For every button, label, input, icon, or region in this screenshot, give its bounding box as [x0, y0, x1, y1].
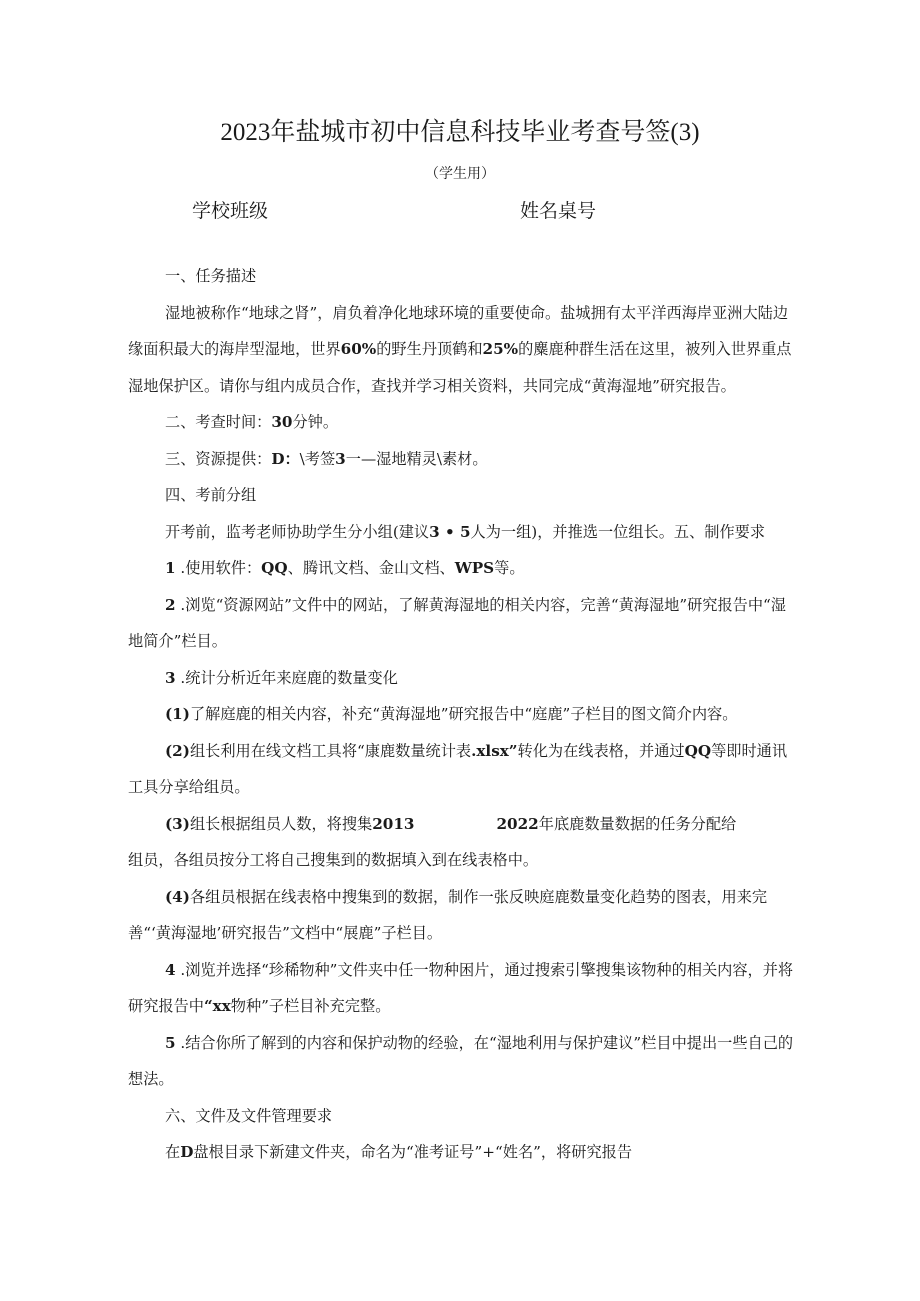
list-item [128, 1025, 800, 1098]
item-number: 3 [165, 668, 176, 687]
software-name: QQ [684, 741, 712, 760]
file-extension: .xlsx” [471, 741, 518, 760]
sub-item-number: (2) [165, 741, 190, 760]
section-heading: 一、任务描述 [165, 267, 257, 285]
sub-item-number: (3) [165, 814, 190, 833]
minutes-value: 30 [271, 413, 293, 431]
text: 物种”子栏目补充完整。 [230, 997, 391, 1015]
text: 人为一组)，并推选一位组长。五、制作要求 [470, 522, 766, 541]
text: 二、考查时间： [165, 413, 272, 431]
school-class-label: 学校班级 [192, 200, 269, 222]
section-heading: 六、文件及文件管理要求 [165, 1106, 333, 1125]
item-number: 5 [165, 1033, 176, 1052]
sub-item-number: (4) [165, 887, 190, 906]
text: 在 [165, 1143, 181, 1161]
item-number: 2 [165, 595, 176, 614]
text: 分钟。 [292, 413, 339, 431]
list-item [128, 660, 800, 697]
text: 等即时通讯工具分享给组员。 [128, 741, 788, 796]
software-name: QQ [261, 559, 288, 577]
text: 盘根目录下新建文件夹，命名为“准考证号”+“姓名”，将研究报告 [193, 1143, 633, 1161]
list-item [128, 550, 800, 587]
drive-letter: D： [271, 449, 300, 468]
drive-letter: D [180, 1143, 194, 1161]
text: 了解庭鹿的相关内容，补充“黄海湿地”研究报告中“庭鹿”子栏目的图文简介内容。 [189, 705, 738, 723]
task-description [128, 295, 800, 405]
document-body [128, 258, 800, 1171]
sub-item-number: (1) [165, 705, 190, 723]
software-name: WPS [454, 559, 495, 577]
text: 的野生丹顶鹤和 [376, 340, 483, 358]
sub-item [128, 696, 800, 733]
text: 年底鹿数量数据的任务分配给 [538, 814, 737, 833]
item-number: 1 [165, 559, 176, 577]
sub-item-continued: 组员，各组员按分工将自己搜集到的数据填入到在线表格中。 [128, 851, 539, 869]
text: 一—湿地精灵\素材。 [345, 449, 488, 468]
text: 等。 [494, 559, 525, 577]
text: 的麋鹿种群生活在这里，被列入世界重点湿地保护区。请你与组内成员合作，查找并学习相关资料，共同完成“黄海湿地”研究报告。 [128, 340, 792, 395]
text: 开考前，监考老师协助学生分小组(建议 [165, 522, 430, 541]
placeholder-xx: “xx [203, 997, 231, 1015]
text: .统计分析近年来庭鹿的数量变化 [175, 668, 398, 687]
page-subtitle: （学生用） [425, 166, 495, 182]
sub-item [128, 733, 800, 806]
text: 组长利用在线文档工具将“康鹿数量统计表 [189, 741, 472, 760]
text: 组长根据组员人数，将搜集 [189, 814, 373, 833]
text: .浏览“资源网站”文件中的网站，了解黄海湿地的相关内容，完善“黄海湿地”研究报告中“湿地简介”栏目。 [128, 595, 786, 650]
text: 各组员根据在线表格中搜集到的数据，制作一张反映庭鹿数量变化趋势的图表，用来完善“‘黄海湿地’研究报告”文档中“展鹿”子栏目。 [128, 887, 768, 942]
text: 转化为在线表格，并通过 [517, 741, 685, 760]
section-heading: 四、考前分组 [165, 486, 257, 504]
name-desk-label: 姓名桌号 [520, 200, 597, 222]
text: 三、资源提供： [165, 449, 272, 468]
text: \考签 [299, 449, 336, 468]
file-requirements [128, 1134, 800, 1171]
sub-item [128, 879, 800, 952]
item-number: 4 [165, 960, 176, 979]
text: .使用软件： [175, 559, 262, 577]
text: .浏览并选择“珍稀物种”文件夹中任一物种困片，通过搜索引擎搜集该物种的相关内容，并将研究报告中 [128, 960, 794, 1015]
start-year: 2013 [372, 814, 415, 833]
page-title: 2023年盐城市初中信息科技毕业考查号签(3) [220, 119, 700, 146]
resource-path [128, 441, 800, 478]
text: 湿地被称作“地球之肾”，肩负着净化地球环境的重要使命。盐城拥有太平洋西海岸亚洲大陆边缘面积最大的海岸型湿地，世界 [128, 303, 789, 358]
exam-number: 3 [335, 449, 346, 468]
percent-value: 60% [340, 340, 377, 358]
group-size: 3 • 5 [429, 522, 471, 541]
grouping-paragraph [128, 514, 800, 551]
list-item [128, 587, 800, 660]
text: 、腾讯文档、金山文档、 [287, 559, 455, 577]
list-item [128, 952, 800, 1025]
text: .结合你所了解到的内容和保护动物的经验，在“湿地利用与保护建议”栏目中提出一些自己的想法。 [128, 1033, 794, 1088]
end-year: 2022 [496, 814, 539, 833]
sub-item [128, 806, 800, 843]
percent-value: 25% [482, 340, 519, 358]
exam-time [128, 404, 800, 441]
